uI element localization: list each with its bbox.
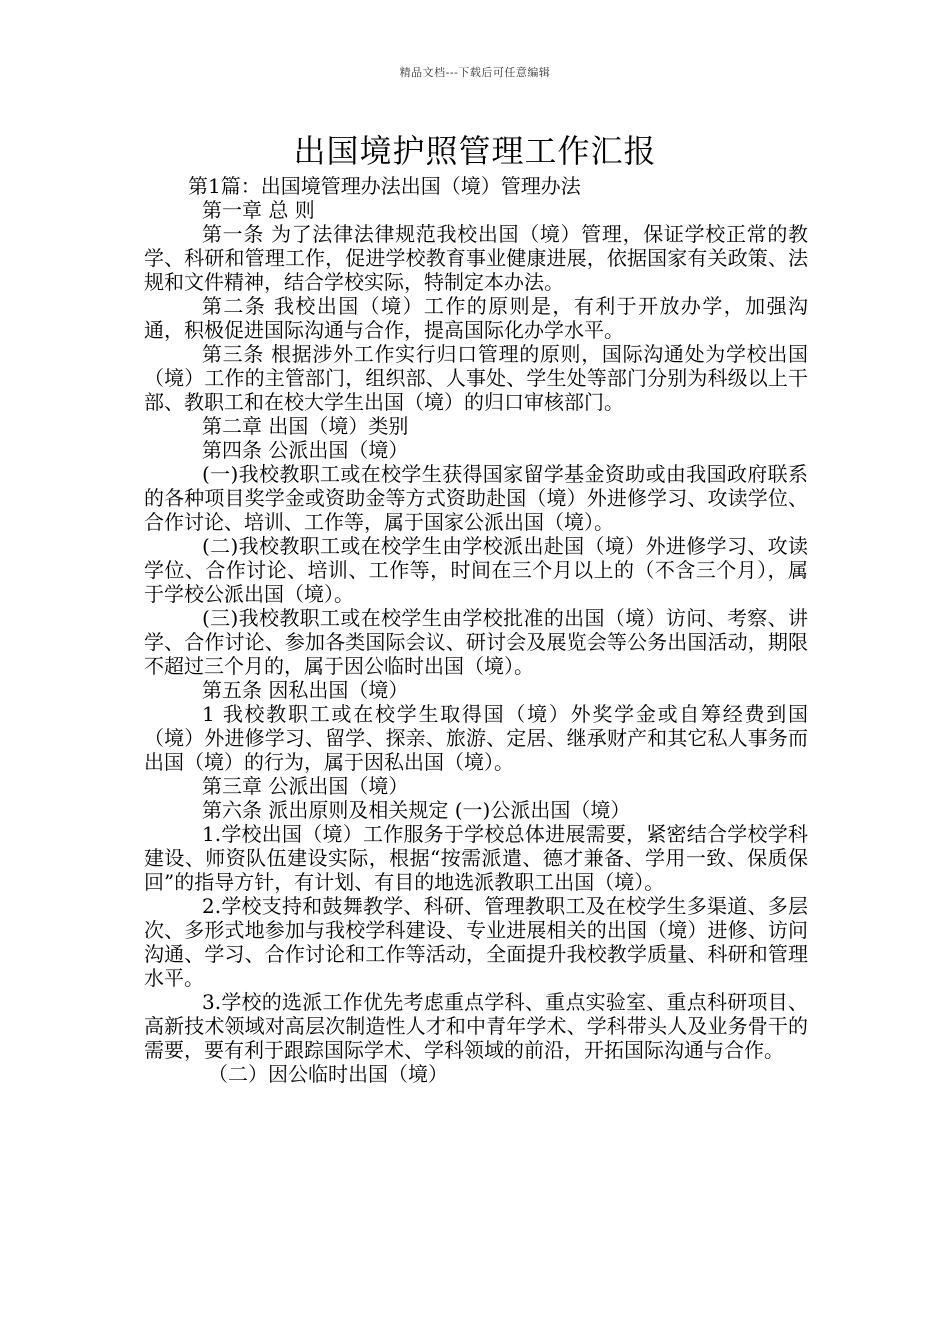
paragraph: 第1篇：出国境管理办法出国（境）管理办法 [188, 174, 581, 198]
document-title: 出国境护照管理工作汇报 [293, 132, 657, 170]
paragraph: 第六条 派出原则及相关规定 (一)公派出国（境） [202, 798, 631, 822]
paragraph: 第五条 因私出国（境） [202, 678, 409, 702]
paragraph: 1.学校出国（境）工作服务于学校总体进展需要，紧密结合学校学科建设、师资队伍建设实际，根据“按需派遣、德才兼备、学用一致、保质保回”的指导方针，有计划、有目的地选派教职工出国（境）。 [144, 822, 808, 894]
paragraph: (一)我校教职工或在校学生获得国家留学基金资助或由我国政府联系的各种项目奖学金或资助金等方式资助赴国（境）外进修学习、攻读学位、合作讨论、培训、工作等，属于国家公派出国（境）。 [144, 462, 808, 534]
paragraph: 第三章 公派出国（境） [202, 774, 409, 798]
paragraph: 1 我校教职工或在校学生取得国（境）外奖学金或自筹经费到国（境）外进修学习、留学、探亲、旅游、定居、继承财产和其它私人事务而出国（境）的行为，属于因私出国（境）。 [144, 702, 808, 774]
paragraph: 第一章 总 则 [202, 198, 315, 222]
paragraph: (二)我校教职工或在校学生由学校派出赴国（境）外进修学习、攻读学位、合作讨论、培训、工作等，时间在三个月以上的（不含三个月），属于学校公派出国（境）。 [144, 534, 808, 606]
paragraph: 3.学校的选派工作优先考虑重点学科、重点实验室、重点科研项目、高新技术领域对高层次制造性人才和中青年学术、学科带头人及业务骨干的需要，要有利于跟踪国际学术、学科领域的前沿，开拓国际沟通与合作。 [144, 990, 808, 1062]
paragraph: 第三条 根据涉外工作实行归口管理的原则，国际沟通处为学校出国（境）工作的主管部门，组织部、人事处、学生处等部门分别为科级以上干部、教职工和在校大学生出国（境）的归口审核部门。 [144, 342, 808, 414]
paragraph: 第一条 为了法律法律规范我校出国（境）管理，保证学校正常的教学、科研和管理工作，促进学校教育事业健康进展，依据国家有关政策、法规和文件精神，结合学校实际，特制定本办法。 [144, 222, 808, 294]
header-note: 精品文档---下载后可任意编辑 [399, 66, 551, 79]
document-body [144, 174, 808, 1086]
paragraph: 2.学校支持和鼓舞教学、科研、管理教职工及在校学生多渠道、多层次、多形式地参加与我校学科建设、专业进展相关的出国（境）进修、访问沟通、学习、合作讨论和工作等活动，全面提升我校教学质量、科研和管理水平。 [144, 894, 808, 990]
paragraph: 第二章 出国（境）类别 [202, 414, 409, 438]
paragraph: (三)我校教职工或在校学生由学校批准的出国（境）访问、考察、讲学、合作讨论、参加各类国际会议、研讨会及展览会等公务出国活动，期限不超过三个月的，属于因公临时出国（境）。 [144, 606, 808, 678]
paragraph: 第二条 我校出国（境）工作的原则是，有利于开放办学，加强沟通，积极促进国际沟通与合作，提高国际化办学水平。 [144, 294, 808, 342]
paragraph: 第四条 公派出国（境） [202, 438, 409, 462]
paragraph: （二）因公临时出国（境） [208, 1062, 448, 1086]
